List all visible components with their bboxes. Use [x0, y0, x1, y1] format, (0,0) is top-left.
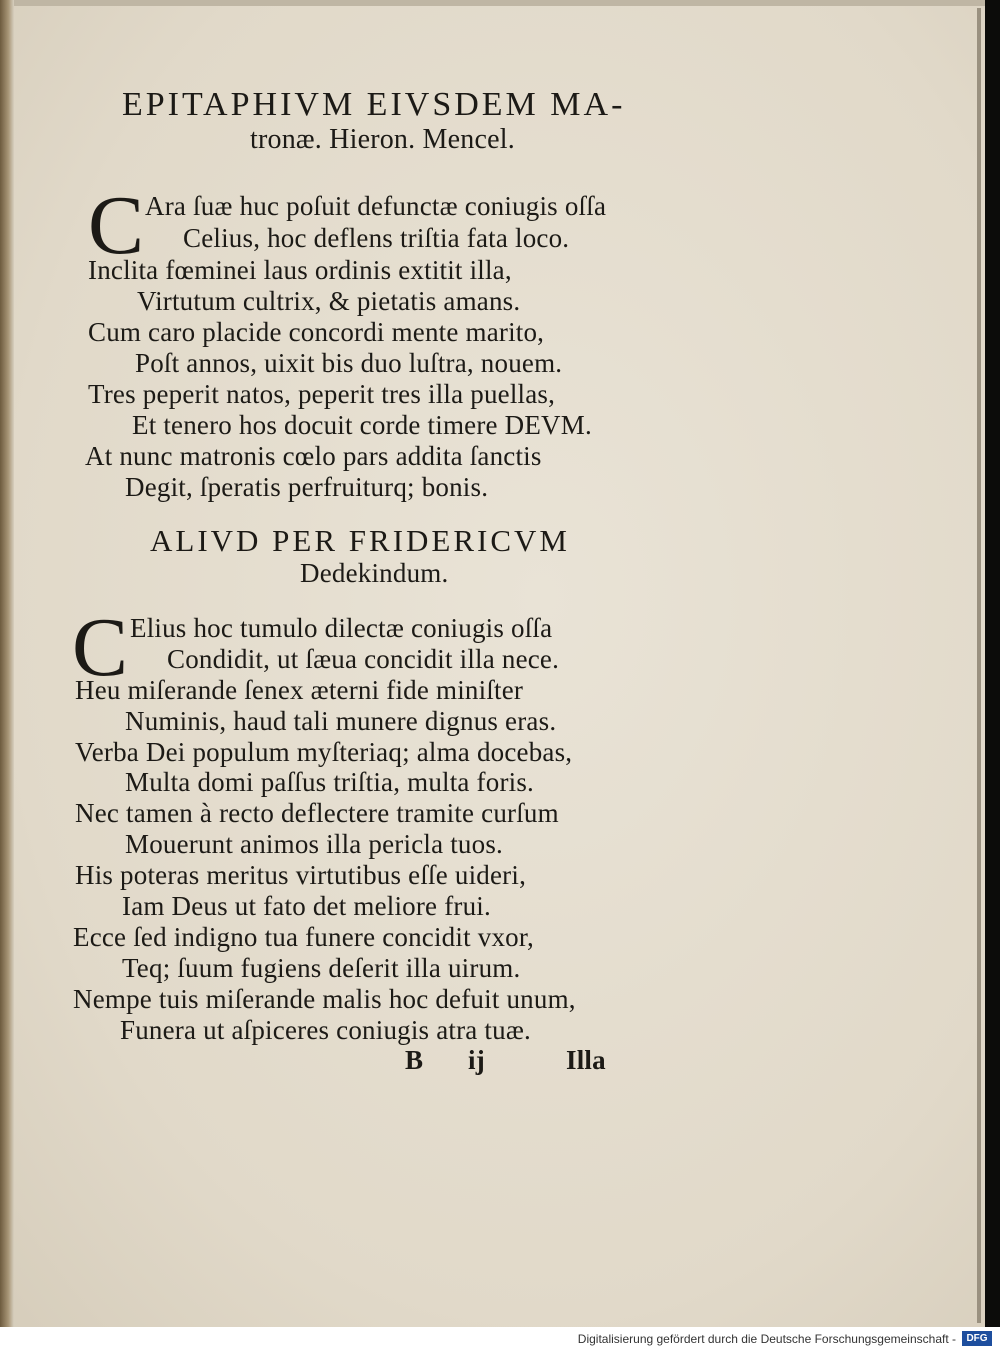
poem2-line-13: Nempe tuis miſerande malis hoc defuit unum, — [73, 984, 576, 1014]
poem2-line-12: Teq; ſuum fugiens deſerit illa uirum. — [122, 953, 521, 983]
poem1-line-2: Celius, hoc deflens triſtia fata loco. — [183, 223, 570, 253]
poem1-line-3: Inclita fœminei laus ordinis extitit illa, — [88, 255, 512, 285]
signature-number: ij — [468, 1045, 485, 1075]
poem1-line-9: At nunc matronis cœlo pars addita ſanctis — [85, 441, 542, 471]
poem2-line-11: Ecce ſed indigno tua funere concidit vxor, — [73, 922, 534, 952]
poem2-line-14: Funera ut aſpiceres coniugis atra tuæ. — [120, 1015, 531, 1045]
page-right-edge — [977, 8, 981, 1323]
signature-mark: B — [405, 1045, 424, 1075]
footer-credit: Digitalisierung gefördert durch die Deutsche Forschungsgemeinschaft - — [577, 1332, 956, 1346]
poem2-line-1: Elius hoc tumulo dilectæ coniugis oſſa — [130, 613, 553, 643]
poem1-heading: EPITAPHIVM EIVSDEM MA- — [122, 86, 626, 123]
poem2-line-6: Multa domi paſſus triſtia, multa foris. — [125, 767, 535, 797]
page-top-edge — [14, 0, 985, 6]
poem2-line-4: Numinis, haud tali munere dignus eras. — [125, 706, 557, 736]
poem2-line-7: Nec tamen à recto deflectere tramite curſum — [75, 798, 559, 828]
poem1-subheading: tronæ. Hieron. Mencel. — [250, 124, 515, 155]
digitization-footer — [0, 1327, 1000, 1351]
poem2-heading: ALIVD PER FRIDERICVM — [150, 523, 570, 558]
poem2-subheading: Dedekindum. — [300, 558, 449, 588]
poem1-line-7: Tres peperit natos, peperit tres illa puellas, — [88, 379, 556, 409]
poem2-dropcap: C — [72, 601, 129, 694]
poem1-line-10: Degit, ſperatis perfruiturq; bonis. — [125, 472, 489, 502]
poem1-line-6: Poſt annos, uixit bis duo luſtra, nouem. — [135, 348, 563, 378]
poem1-dropcap: C — [88, 179, 145, 272]
poem1-line-4: Virtutum cultrix, & pietatis amans. — [137, 286, 521, 316]
poem1-line-1: Ara ſuæ huc poſuit defunctæ coniugis oſſa — [145, 191, 607, 221]
poem1-line-5: Cum caro placide concordi mente marito, — [88, 317, 545, 347]
poem1-line-8: Et tenero hos docuit corde timere DEVM. — [132, 410, 592, 440]
poem2-line-10: Iam Deus ut fato det meliore frui. — [122, 891, 491, 921]
dfg-logo-icon[interactable]: DFG — [962, 1331, 992, 1346]
poem2-line-9: His poteras meritus virtutibus eſſe uideri, — [75, 860, 527, 890]
poem2-line-3: Heu miſerande ſenex æterni fide miniſter — [75, 675, 524, 705]
poem2-line-5: Verba Dei populum myſteriaq; alma docebas, — [75, 737, 573, 767]
book-spine — [0, 0, 14, 1327]
catchword: Illa — [566, 1045, 606, 1075]
poem2-line-2: Condidit, ut ſæua concidit illa nece. — [167, 644, 560, 674]
poem2-line-8: Mouerunt animos illa pericla tuos. — [125, 829, 503, 859]
